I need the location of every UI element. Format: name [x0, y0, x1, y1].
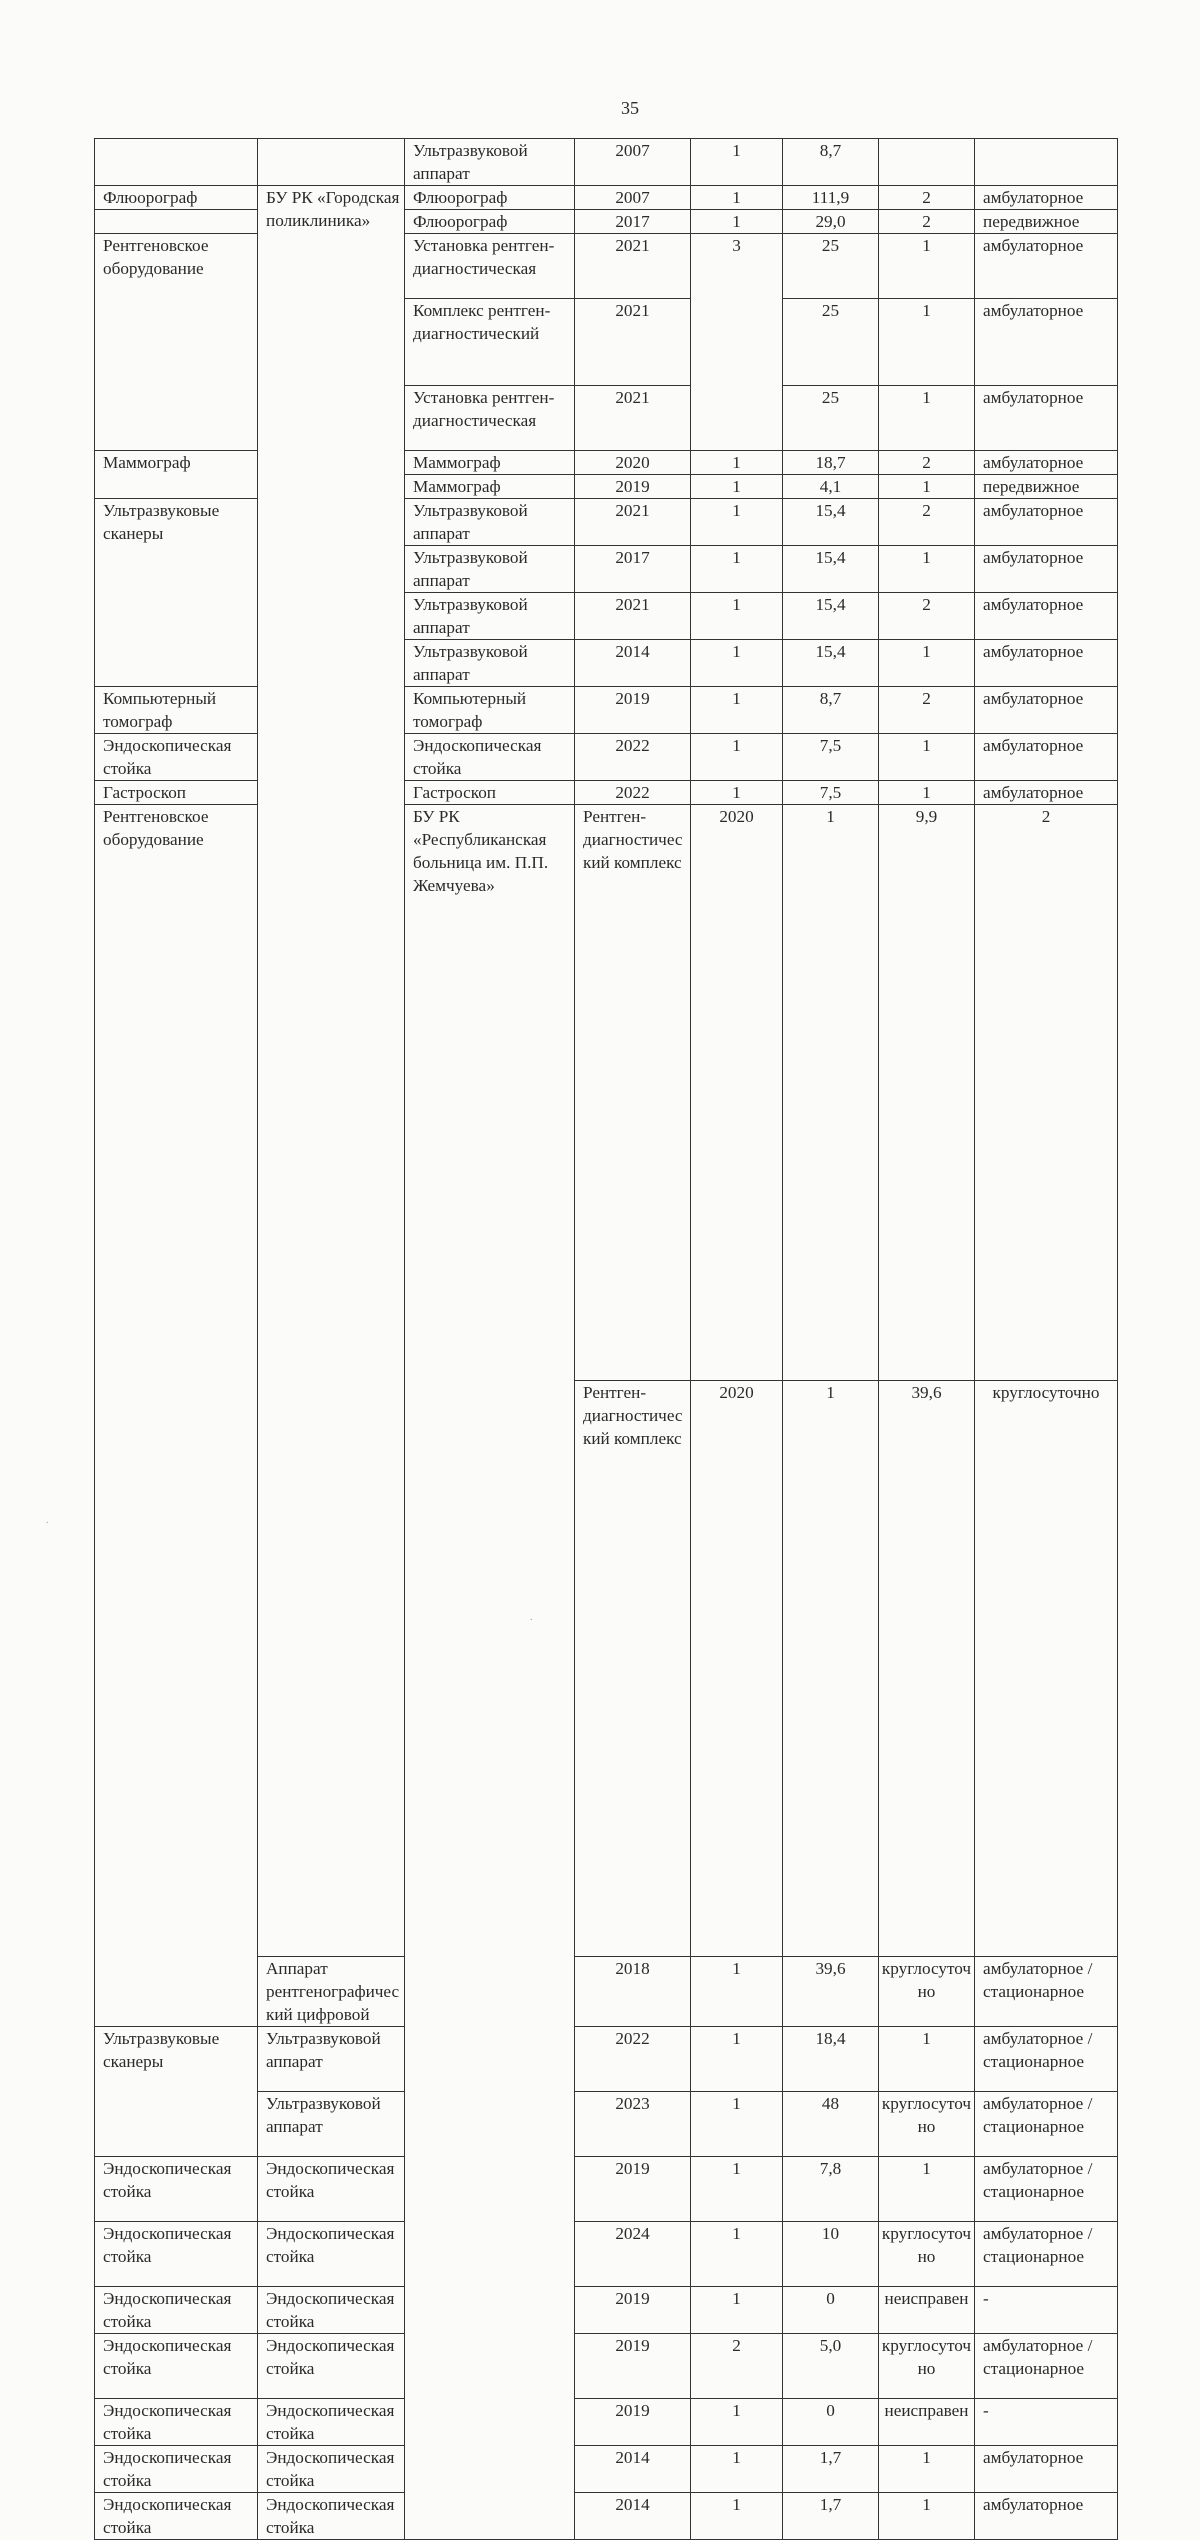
table-cell: Компьютерный томограф [95, 687, 258, 734]
table-cell: амбулаторное [975, 234, 1118, 299]
table-cell: Ультразвуковой аппарат [405, 499, 575, 546]
table-cell: Рентгеновское оборудование [95, 234, 258, 451]
table-cell: амбулаторное / стационарное [975, 1957, 1118, 2027]
table-row [95, 2222, 1118, 2287]
table-cell: Эндоскопическая стойка [405, 734, 575, 781]
table-row [95, 2399, 1118, 2446]
table-cell: амбулаторное / стационарное [975, 2222, 1118, 2287]
table-cell: Эндоскопическая стойка [95, 2493, 258, 2540]
table-cell: 8,7 [783, 139, 879, 186]
table-cell: 2022 [575, 734, 691, 781]
table-cell: амбулаторное / стационарное [975, 2027, 1118, 2092]
table-cell: 2017 [575, 546, 691, 593]
table-cell: 2017 [575, 210, 691, 234]
table-cell: 1 [691, 640, 783, 687]
equipment-table [94, 138, 1118, 2540]
table-cell: 111,9 [783, 186, 879, 210]
table-cell: Эндоскопическая стойка [95, 2399, 258, 2446]
table-cell: 2021 [575, 593, 691, 640]
table-cell: 2023 [575, 2092, 691, 2157]
table-cell: амбулаторное [975, 499, 1118, 546]
table-cell: 1 [691, 2222, 783, 2287]
table-cell: 1 [691, 1957, 783, 2027]
table-cell: Ультразвуковые сканеры [95, 499, 258, 687]
table-cell: Рентгеновское оборудование [95, 805, 258, 2027]
table-row [95, 139, 1118, 186]
table-cell: 15,4 [783, 593, 879, 640]
table-cell: 2019 [575, 2334, 691, 2399]
table-cell: 15,4 [783, 546, 879, 593]
table-cell: амбулаторное [975, 734, 1118, 781]
table-cell: 18,4 [783, 2027, 879, 2092]
table-cell: круглосуточно [975, 1381, 1118, 1957]
table-cell: 25 [783, 234, 879, 299]
table-cell: амбулаторное [975, 386, 1118, 451]
table-cell [258, 139, 405, 186]
table-cell: амбулаторное [975, 451, 1118, 475]
table-cell: 10 [783, 2222, 879, 2287]
table-cell: Аппарат рентгенографический цифровой [258, 1957, 405, 2027]
table-cell: 9,9 [879, 805, 975, 1381]
table-cell: амбулаторное [975, 186, 1118, 210]
table-cell: Эндоскопическая стойка [258, 2222, 405, 2287]
table-cell: 2 [879, 186, 975, 210]
table-cell: Эндоскопическая стойка [258, 2493, 405, 2540]
table-cell: 2014 [575, 2446, 691, 2493]
table-cell: 7,5 [783, 734, 879, 781]
table-cell: 1 [879, 546, 975, 593]
table-cell: Ультразвуковой аппарат [405, 640, 575, 687]
table-cell: 1 [783, 805, 879, 1381]
table-cell: Ультразвуковой аппарат [405, 139, 575, 186]
scan-speck: . [530, 1612, 533, 1623]
table-cell: 3 [691, 234, 783, 451]
table-cell: Флюорограф [405, 186, 575, 210]
table-row [95, 2027, 1118, 2092]
table-cell: 2 [879, 499, 975, 546]
table-cell: 2 [879, 593, 975, 640]
table-cell: 2 [691, 2334, 783, 2399]
table-cell: 1 [691, 781, 783, 805]
table-cell: 2022 [575, 2027, 691, 2092]
table-cell: 1 [879, 2157, 975, 2222]
table-cell: 1 [691, 210, 783, 234]
table-row [95, 2334, 1118, 2399]
table-cell: 5,0 [783, 2334, 879, 2399]
table-cell: Эндоскопическая стойка [258, 2399, 405, 2446]
table-cell: круглосуточно [879, 2092, 975, 2157]
table-row [95, 2446, 1118, 2493]
table-cell: 18,7 [783, 451, 879, 475]
table-row [95, 734, 1118, 781]
table-cell: 1 [879, 386, 975, 451]
table-cell: амбулаторное [975, 2446, 1118, 2493]
table-cell: 25 [783, 386, 879, 451]
table-cell: Рентген-диагностический комплекс [575, 1381, 691, 1957]
table-cell: Маммограф [405, 475, 575, 499]
table-row [95, 2493, 1118, 2540]
table-cell: 1 [879, 781, 975, 805]
table-cell: Ультразвуковые сканеры [95, 2027, 258, 2157]
table-cell: 2 [879, 687, 975, 734]
table-cell: 1 [691, 687, 783, 734]
equipment-table-body [95, 139, 1118, 2540]
table-cell: 2021 [575, 234, 691, 299]
table-cell: 15,4 [783, 499, 879, 546]
table-cell: 2020 [691, 805, 783, 1381]
table-cell: Установка рентген-диагностическая [405, 234, 575, 299]
table-cell: Эндоскопическая стойка [258, 2446, 405, 2493]
table-cell: амбулаторное [975, 593, 1118, 640]
table-cell: 4,1 [783, 475, 879, 499]
table-cell: БУ РК «Республиканская больница им. П.П. Жемчуева» [405, 805, 575, 2540]
table-cell: неисправен [879, 2399, 975, 2446]
table-cell: Ультразвуковой аппарат [258, 2027, 405, 2092]
table-cell: 1 [879, 299, 975, 386]
table-cell [95, 139, 258, 186]
table-cell: 48 [783, 2092, 879, 2157]
table-cell: передвижное [975, 210, 1118, 234]
table-cell: Эндоскопическая стойка [95, 2222, 258, 2287]
table-cell: 8,7 [783, 687, 879, 734]
table-cell: 2019 [575, 2287, 691, 2334]
table-cell: 1 [691, 2446, 783, 2493]
table-cell: 2021 [575, 299, 691, 386]
table-cell: 1 [691, 2157, 783, 2222]
table-cell: 2019 [575, 2399, 691, 2446]
table-row [95, 687, 1118, 734]
table-cell: 2019 [575, 475, 691, 499]
table-cell: 1 [783, 1381, 879, 1957]
table-cell: 2 [879, 451, 975, 475]
table-cell: Эндоскопическая стойка [95, 2287, 258, 2334]
table-cell: 2020 [691, 1381, 783, 1957]
table-cell: 1 [879, 734, 975, 781]
table-cell: амбулаторное [975, 781, 1118, 805]
scan-speck: . [46, 1515, 49, 1526]
table-cell: 2019 [575, 2157, 691, 2222]
page-number: 35 [621, 98, 639, 118]
table-cell: амбулаторное / стационарное [975, 2157, 1118, 2222]
table-cell: 1 [691, 499, 783, 546]
table-cell: амбулаторное / стационарное [975, 2334, 1118, 2399]
table-cell: 1,7 [783, 2493, 879, 2540]
table-row [95, 186, 1118, 210]
table-cell: 2018 [575, 1957, 691, 2027]
table-cell: - [975, 2287, 1118, 2334]
table-cell: 7,5 [783, 781, 879, 805]
table-row [95, 451, 1118, 475]
table-cell: 1 [691, 2092, 783, 2157]
table-cell: Флюорограф [405, 210, 575, 234]
table-cell: 1 [691, 546, 783, 593]
table-cell: амбулаторное [975, 2493, 1118, 2540]
table-cell: 2 [975, 805, 1118, 1381]
table-cell: 1 [691, 2399, 783, 2446]
table-row [95, 2157, 1118, 2222]
table-row [95, 210, 1118, 234]
table-cell: круглосуточно [879, 2334, 975, 2399]
table-cell: 39,6 [879, 1381, 975, 1957]
table-cell: 1 [879, 2493, 975, 2540]
table-cell: 15,4 [783, 640, 879, 687]
table-cell: 1 [879, 234, 975, 299]
table-cell: 2 [879, 210, 975, 234]
table-cell: 1 [879, 2446, 975, 2493]
table-cell: 2022 [575, 781, 691, 805]
table-cell: 2014 [575, 640, 691, 687]
table-row [95, 781, 1118, 805]
table-row [95, 2287, 1118, 2334]
table-cell: 2020 [575, 451, 691, 475]
table-cell: 2021 [575, 386, 691, 451]
table-cell: Установка рентген-диагностическая [405, 386, 575, 451]
table-cell: амбулаторное [975, 546, 1118, 593]
table-cell: 2024 [575, 2222, 691, 2287]
table-cell: 0 [783, 2287, 879, 2334]
table-cell: 1 [691, 2493, 783, 2540]
table-cell: 1 [691, 2287, 783, 2334]
table-cell: Гастроскоп [95, 781, 258, 805]
table-cell: Эндоскопическая стойка [258, 2157, 405, 2222]
table-cell: амбулаторное [975, 687, 1118, 734]
table-cell: 1 [691, 451, 783, 475]
table-cell: Ультразвуковой аппарат [405, 546, 575, 593]
table-cell: 1 [691, 593, 783, 640]
table-cell: Гастроскоп [405, 781, 575, 805]
table-row [95, 805, 1118, 1381]
table-cell: круглосуточно [879, 1957, 975, 2027]
table-cell: Компьютерный томограф [405, 687, 575, 734]
table-cell: 1 [879, 475, 975, 499]
table-cell: Эндоскопическая стойка [95, 734, 258, 781]
table-cell: неисправен [879, 2287, 975, 2334]
table-cell: Ультразвуковой аппарат [258, 2092, 405, 2157]
table-cell: 2021 [575, 499, 691, 546]
table-cell: амбулаторное / стационарное [975, 2092, 1118, 2157]
table-row [95, 234, 1118, 299]
table-cell: Эндоскопическая стойка [95, 2157, 258, 2222]
table-cell: Рентген-диагностический комплекс [575, 805, 691, 1381]
table-cell: амбулаторное [975, 299, 1118, 386]
table-cell: 2007 [575, 186, 691, 210]
table-cell: круглосуточно [879, 2222, 975, 2287]
table-cell [975, 139, 1118, 186]
table-cell: 29,0 [783, 210, 879, 234]
table-cell: 1 [691, 186, 783, 210]
table-cell: 1 [691, 2027, 783, 2092]
table-cell: 39,6 [783, 1957, 879, 2027]
table-cell: 7,8 [783, 2157, 879, 2222]
table-cell: Маммограф [405, 451, 575, 475]
table-cell: 2007 [575, 139, 691, 186]
table-cell: - [975, 2399, 1118, 2446]
table-cell: 1 [691, 475, 783, 499]
table-cell [879, 139, 975, 186]
table-cell: Маммограф [95, 451, 258, 499]
table-cell: Эндоскопическая стойка [258, 2334, 405, 2399]
table-cell: 1 [691, 139, 783, 186]
table-cell: 0 [783, 2399, 879, 2446]
table-cell: 2019 [575, 687, 691, 734]
table-cell: передвижное [975, 475, 1118, 499]
table-cell: амбулаторное [975, 640, 1118, 687]
table-cell [95, 210, 258, 234]
table-cell: Ультразвуковой аппарат [405, 593, 575, 640]
table-cell: Эндоскопическая стойка [95, 2446, 258, 2493]
table-cell: 1,7 [783, 2446, 879, 2493]
table-cell: БУ РК «Городская поликлиника» [258, 186, 405, 1957]
table-cell: Комплекс рентген-диагностический [405, 299, 575, 386]
table-cell: 1 [879, 2027, 975, 2092]
table-cell: Эндоскопическая стойка [258, 2287, 405, 2334]
table-cell: 1 [691, 734, 783, 781]
table-row [95, 499, 1118, 546]
table-cell: Флюорограф [95, 186, 258, 210]
table-cell: Эндоскопическая стойка [95, 2334, 258, 2399]
table-cell: 2014 [575, 2493, 691, 2540]
table-cell: 1 [879, 640, 975, 687]
table-cell: 25 [783, 299, 879, 386]
